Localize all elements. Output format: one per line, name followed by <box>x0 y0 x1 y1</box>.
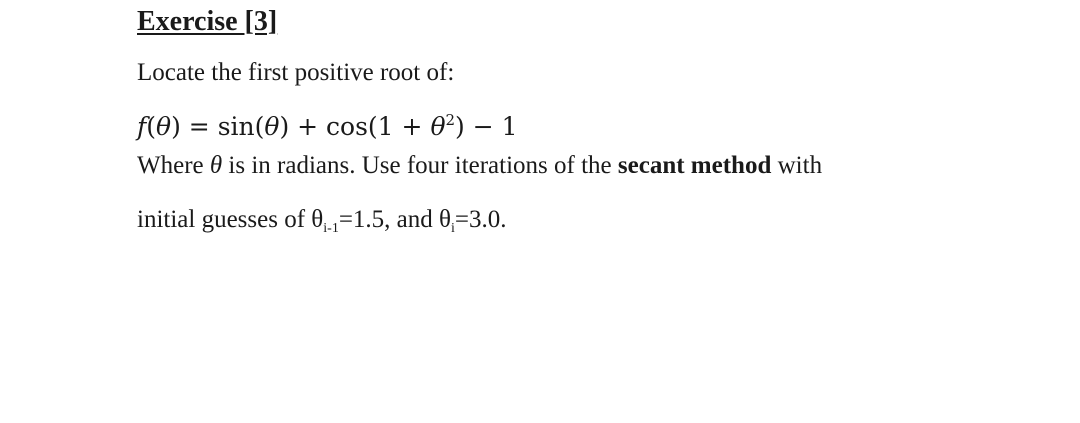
function-name: f <box>137 112 147 141</box>
function-arg: (θ) <box>146 112 181 141</box>
exponent: 2 <box>445 111 456 129</box>
theta-var-2: θ <box>430 112 446 141</box>
equation <box>137 112 518 141</box>
theta-symbol: θ <box>209 152 223 179</box>
theta-var-1: θ <box>264 112 280 141</box>
instruction-where: Where <box>137 152 210 179</box>
instruction-with: with <box>771 152 823 179</box>
instruction-middle: is in radians. Use four iterations of the <box>222 152 618 179</box>
equation-rhs-part1: = sin( <box>180 112 265 141</box>
equation-rhs-part2: ) + cos(1 + <box>279 112 431 141</box>
exercise-title: Exercise [3] <box>137 6 278 37</box>
guess-text-1: initial guesses of θ <box>137 206 324 233</box>
subscript-i: i <box>451 221 455 236</box>
subscript-i-1: i-1 <box>323 221 339 236</box>
guess-text-3: =3.0. <box>454 206 507 233</box>
intro-text: Locate the first positive root of: <box>137 59 455 86</box>
equation-rhs-end: ) − 1 <box>455 112 518 141</box>
instruction-line <box>137 152 822 180</box>
initial-guesses-line <box>137 206 507 234</box>
guess-text-2: =1.5, and θ <box>338 206 451 233</box>
method-name: secant method <box>617 152 772 179</box>
